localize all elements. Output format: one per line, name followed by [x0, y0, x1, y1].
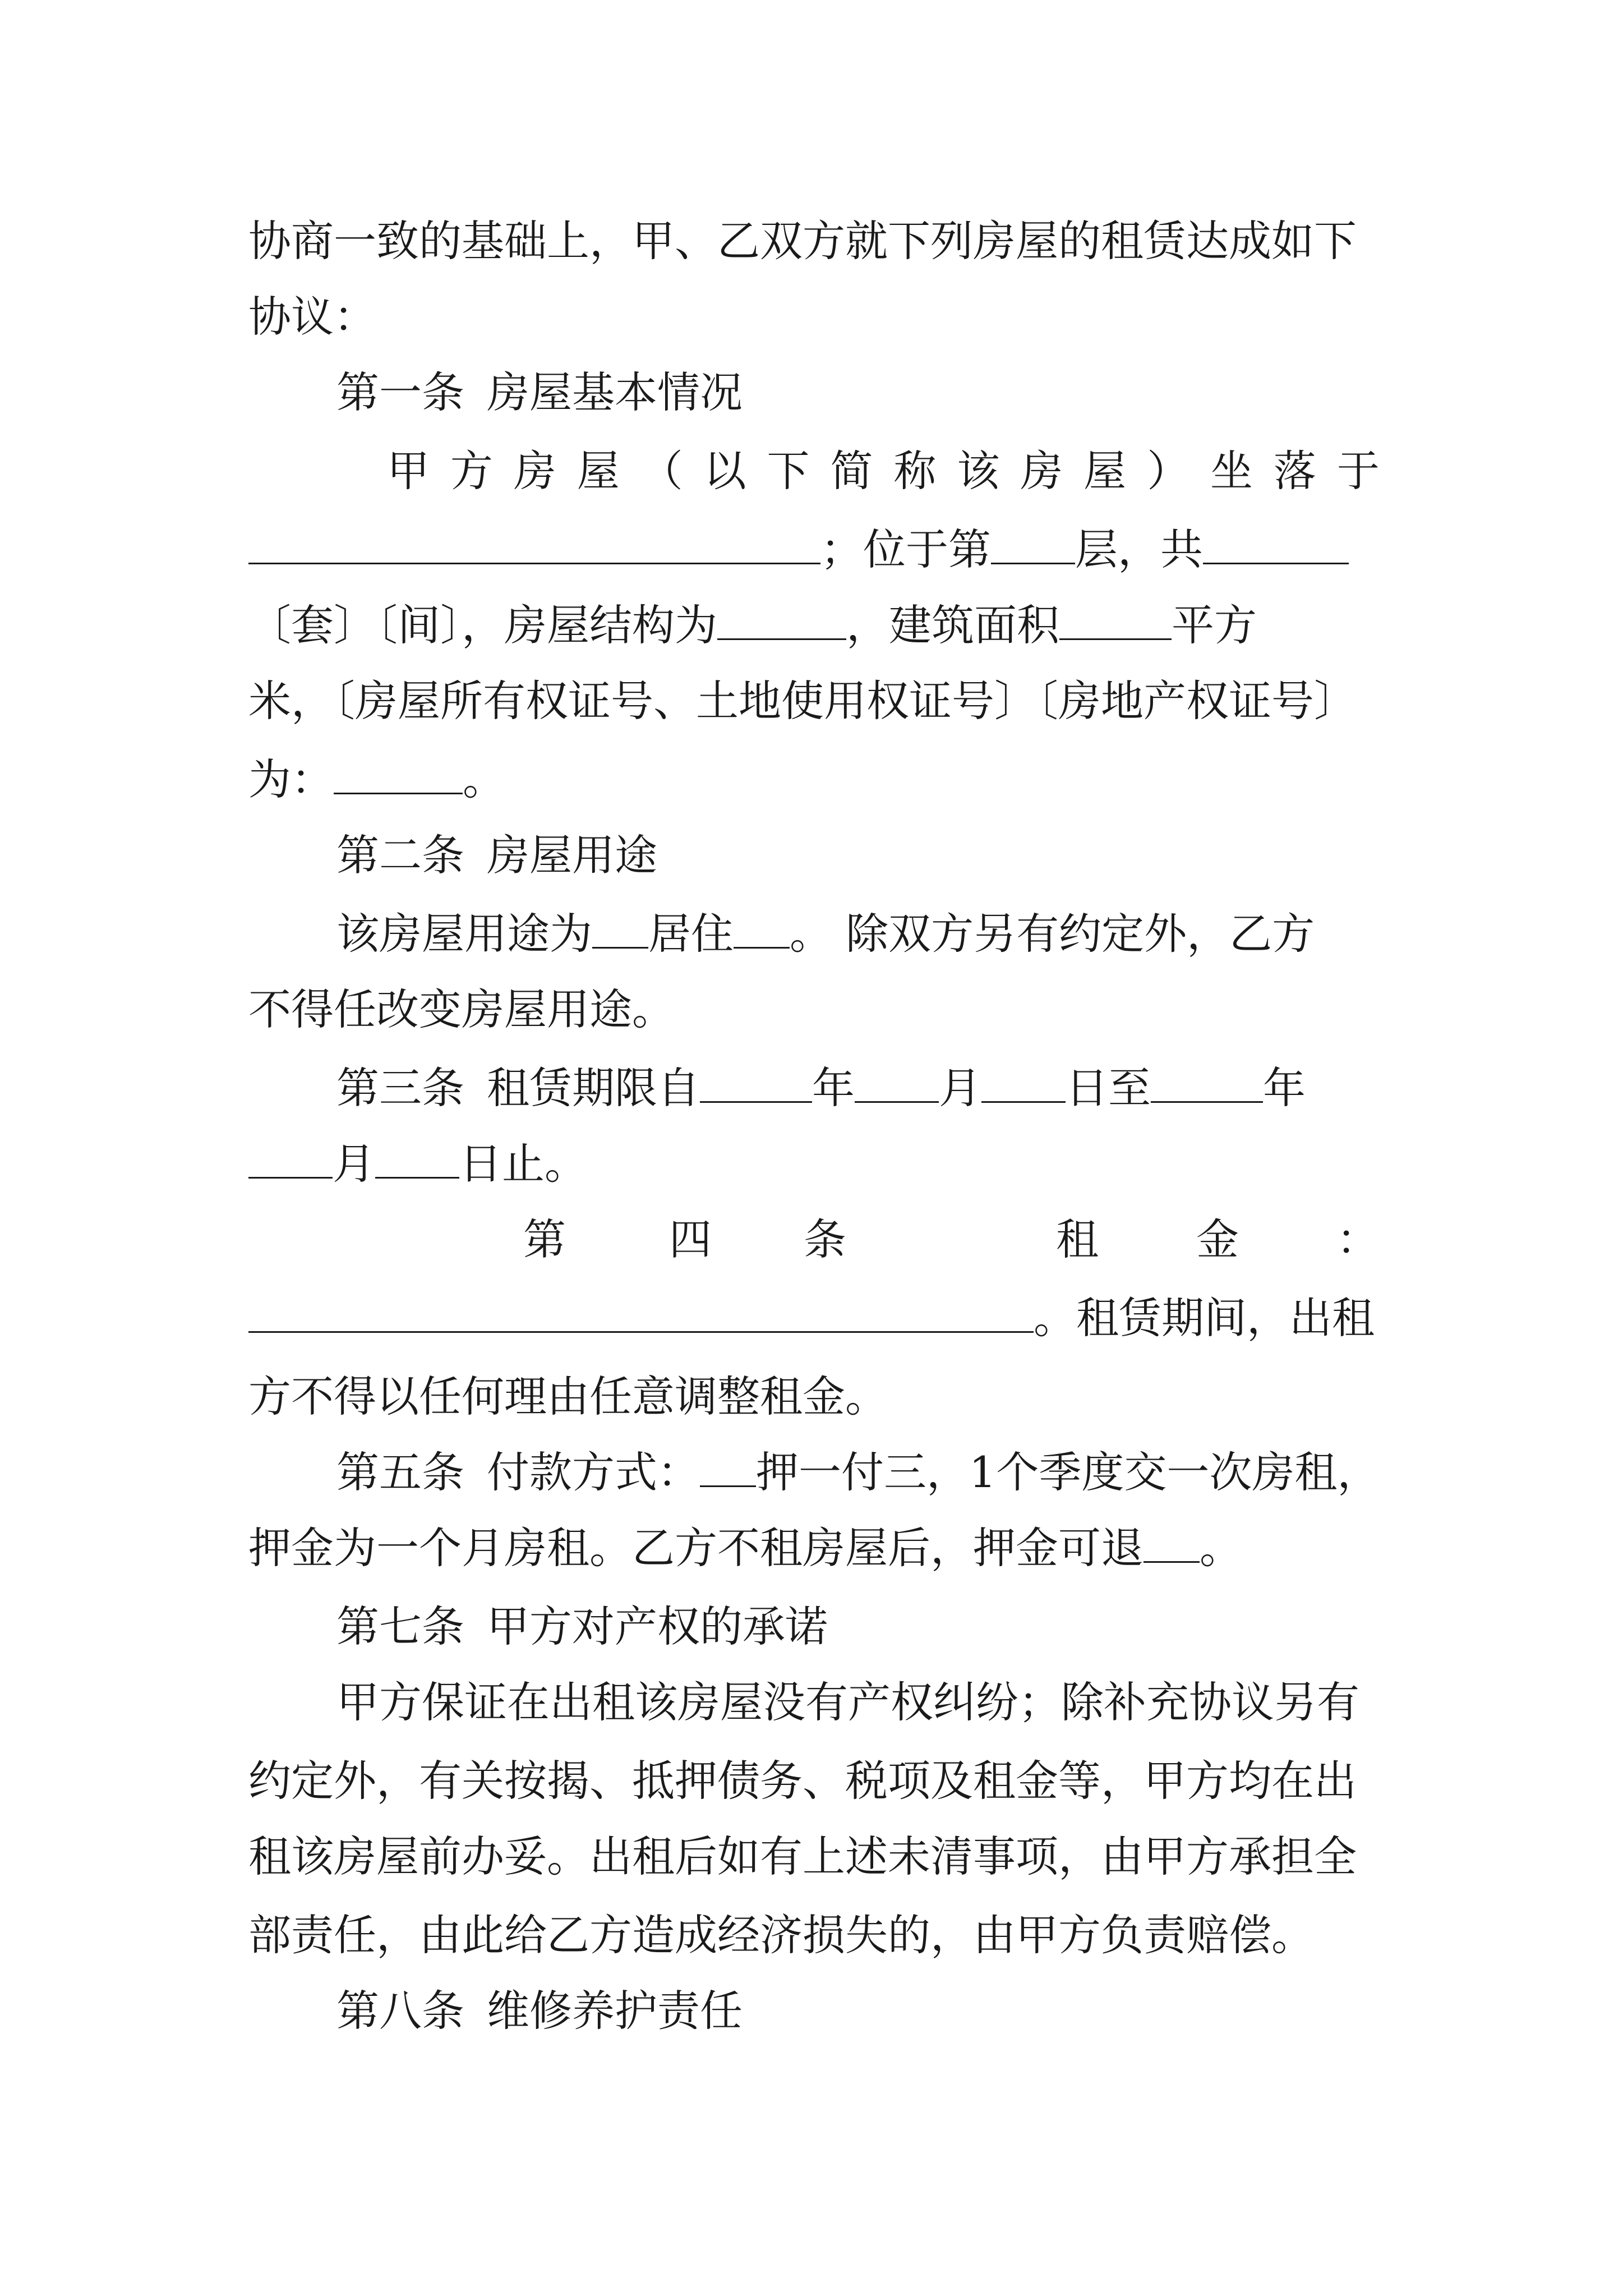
paragraph-line	[248, 522, 1381, 578]
article-title: 维修养护责任	[487, 1986, 743, 2036]
fill-blank	[248, 523, 820, 564]
line-text: 居住	[648, 909, 734, 959]
line-text: 层，共	[1075, 524, 1203, 574]
fill-blank	[592, 908, 648, 949]
line-text: ，建筑面积	[846, 600, 1059, 650]
paragraph-line	[248, 1907, 1381, 1963]
paragraph-line	[248, 597, 1381, 654]
line-text: 米，〔房屋所有权证号、土地使用权证号〕〔房地产权证号〕	[248, 676, 1357, 726]
line-text: 〔套〕〔间〕，房屋结构为	[248, 600, 717, 650]
line-text: 月	[939, 1063, 981, 1113]
line-text: 年	[1263, 1063, 1306, 1113]
char: 条	[804, 1214, 846, 1264]
char: 以	[703, 446, 746, 496]
paragraph-line	[248, 289, 1381, 345]
char: 房	[513, 446, 556, 496]
char: 租	[1056, 1214, 1099, 1264]
fill-blank	[1203, 523, 1349, 564]
fill-blank	[991, 523, 1075, 564]
line-text: 日至	[1066, 1063, 1151, 1113]
line-text: 协议：	[248, 292, 376, 342]
line-text: 约定外，有关按揭、抵押债务、税项及租金等，甲方均在出	[248, 1756, 1357, 1806]
spread-line	[387, 443, 1380, 499]
fill-blank	[981, 1062, 1066, 1103]
fill-blank	[734, 908, 790, 949]
paragraph-line	[248, 1369, 1381, 1425]
line-text: 押金为一个月房租。乙方不租房屋后，押金可退	[248, 1523, 1144, 1573]
char: ：	[1336, 1214, 1379, 1264]
article-title: 房屋用途	[487, 830, 657, 880]
paragraph-line	[248, 1290, 1381, 1346]
line-text: 该房屋用途为	[336, 909, 592, 959]
char: 甲	[387, 446, 430, 496]
line-text: 。租赁期间，出租	[1034, 1293, 1375, 1343]
line-text: 为：	[248, 754, 334, 804]
line-text: 租该房屋前办妥。出租后如有上述未清事项，由甲方承担全	[248, 1832, 1357, 1881]
line-text: 日止。	[459, 1139, 587, 1189]
fill-blank	[334, 753, 463, 794]
article-heading-7	[336, 1599, 1381, 1655]
paragraph-line	[336, 906, 1381, 962]
char: 落	[1273, 446, 1316, 496]
char: 简	[830, 446, 873, 496]
line-text: 。	[463, 754, 505, 804]
line-text: 付款方式：	[487, 1447, 700, 1497]
char: 称	[893, 446, 937, 496]
fill-blank	[375, 1138, 459, 1179]
fill-blank	[700, 1446, 756, 1487]
article-heading-3	[336, 1060, 1381, 1116]
article-number: 第五条	[336, 1447, 464, 1497]
paragraph-line	[248, 1753, 1381, 1809]
line-text: 年	[812, 1063, 855, 1113]
line-text: 平方	[1172, 600, 1257, 650]
fill-blank	[248, 1138, 333, 1179]
paragraph-line	[248, 213, 1381, 269]
char: 屋	[577, 446, 620, 496]
char: 第	[523, 1214, 566, 1264]
paragraph-line	[248, 1136, 1381, 1192]
article-title: 房屋基本情况	[487, 367, 743, 417]
char: 房	[1020, 446, 1063, 496]
article-heading-4	[248, 1212, 1381, 1268]
fill-blank	[1151, 1062, 1263, 1103]
fill-blank	[1059, 599, 1172, 640]
line-text: 。 除双方另有约定外，乙方	[790, 909, 1315, 959]
article-number: 第二条	[336, 830, 464, 880]
fill-blank	[700, 1062, 812, 1103]
paragraph-line	[248, 673, 1381, 729]
line-text: 协商一致的基础上，甲、乙双方就下列房屋的租赁达成如下	[248, 216, 1357, 266]
paragraph-line	[248, 982, 1381, 1038]
char: （	[640, 446, 683, 496]
line-text: 租赁期限自	[487, 1063, 700, 1113]
char: 于	[1336, 446, 1380, 496]
fill-blank	[1144, 1522, 1200, 1563]
article-heading-5	[336, 1444, 1381, 1501]
article-heading-8	[336, 1983, 1381, 2039]
line-text: 不得任改变房屋用途。	[248, 984, 675, 1034]
char: 该	[957, 446, 1000, 496]
char: 金	[1196, 1214, 1239, 1264]
char: 屋	[1083, 446, 1127, 496]
line-text: 方不得以任何理由任意调整租金。	[248, 1372, 888, 1421]
article-number: 第八条	[336, 1986, 464, 2036]
line-text: 月	[333, 1139, 375, 1189]
char: 坐	[1210, 446, 1253, 496]
char: 四	[669, 1214, 712, 1264]
char: 方	[450, 446, 493, 496]
char: ）	[1147, 446, 1190, 496]
article-heading-1	[336, 365, 1381, 421]
fill-blank	[717, 599, 846, 640]
fill-blank	[248, 1292, 1034, 1333]
article-title: 甲方对产权的承诺	[487, 1602, 828, 1651]
paragraph-line	[248, 1829, 1381, 1885]
fill-blank	[855, 1062, 939, 1103]
line-text: 押一付三，1个季度交一次房租，	[756, 1447, 1380, 1497]
article-number: 第七条	[336, 1602, 464, 1651]
article-number: 第一条	[336, 367, 464, 417]
article-number: 第三条	[336, 1063, 464, 1113]
line-text: 部责任，由此给乙方造成经济损失的，由甲方负责赔偿。	[248, 1910, 1314, 1960]
paragraph-line	[248, 1520, 1381, 1576]
paragraph-line	[336, 1674, 1381, 1731]
line-text: 。	[1200, 1523, 1242, 1573]
char: 下	[767, 446, 810, 496]
article-heading-2	[336, 827, 1381, 884]
line-text: 甲方保证在出租该房屋没有产权纠纷；除补充协议另有	[336, 1677, 1359, 1727]
line-text: ；位于第	[820, 524, 991, 574]
paragraph-line	[248, 752, 1381, 808]
